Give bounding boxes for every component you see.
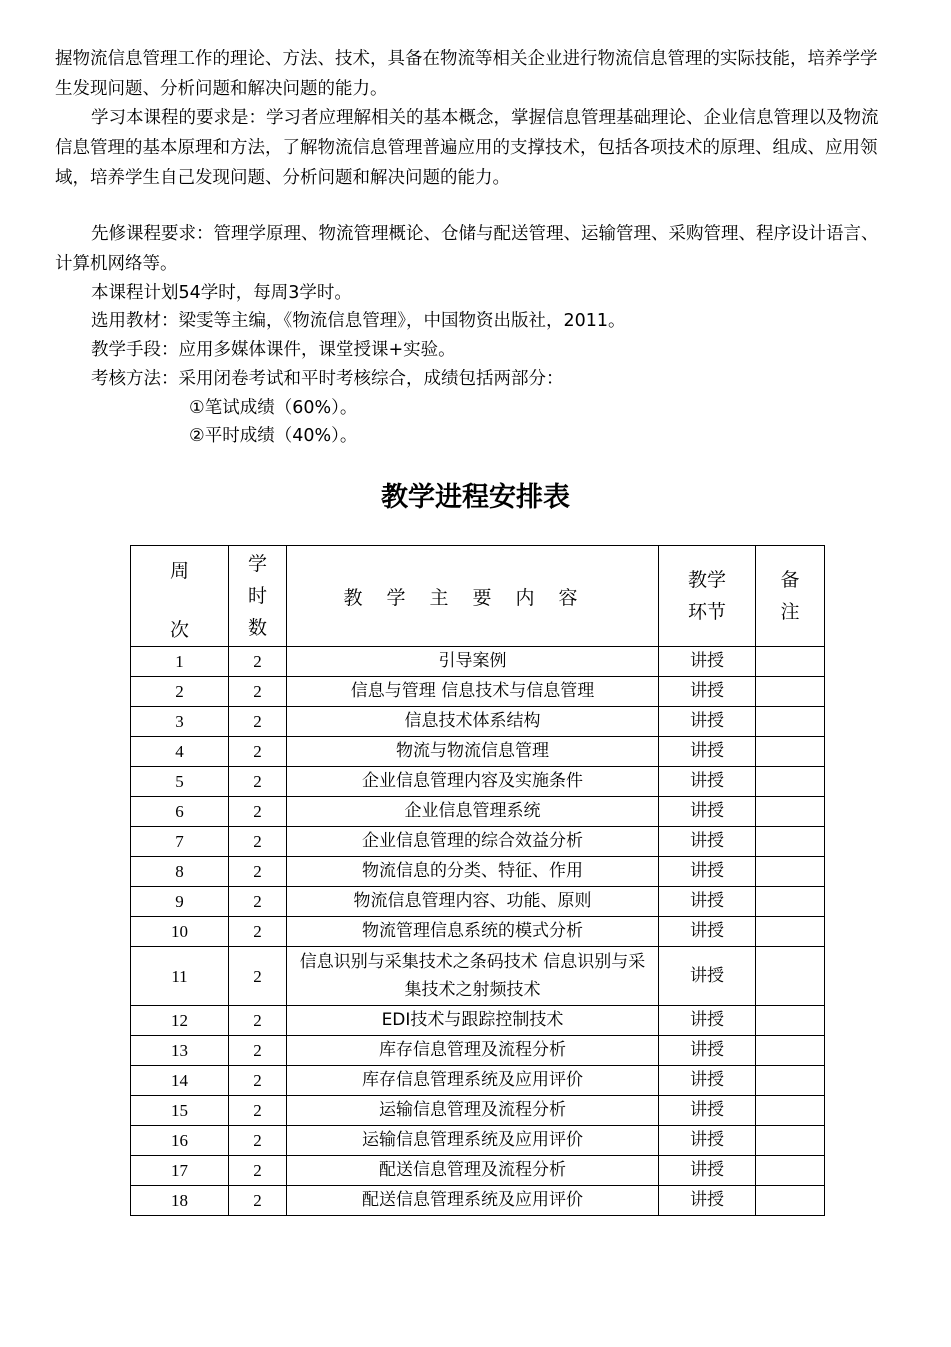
cell-note (756, 827, 825, 857)
cell-week: 1 (131, 647, 229, 677)
cell-week: 16 (131, 1126, 229, 1156)
cell-hours: 2 (229, 1186, 287, 1216)
cell-week: 14 (131, 1066, 229, 1096)
cell-note (756, 1156, 825, 1186)
cell-teaching-env: 讲授 (659, 857, 756, 887)
cell-week: 5 (131, 767, 229, 797)
cell-week: 18 (131, 1186, 229, 1216)
table-row (131, 707, 825, 737)
cell-teaching-env: 讲授 (659, 1156, 756, 1186)
header-notes (756, 546, 825, 647)
intro-paragraph-prerequisites: 先修课程要求：管理学原理、物流管理概论、仓储与配送管理、运输管理、采购管理、程序设计语言、计算机网络等。 (55, 224, 879, 274)
header-week-bottom: 次 (169, 619, 189, 641)
cell-hours: 2 (229, 857, 287, 887)
cell-hours: 2 (229, 947, 287, 1006)
table-row (131, 1126, 825, 1156)
cell-note (756, 1006, 825, 1036)
cell-note (756, 677, 825, 707)
cell-content: 配送信息管理系统及应用评价 (287, 1186, 659, 1216)
cell-hours: 2 (229, 737, 287, 767)
cell-note (756, 737, 825, 767)
course-hours: 本课程计划54学时，每周3学时。 (91, 283, 352, 303)
cell-week: 6 (131, 797, 229, 827)
cell-note (756, 887, 825, 917)
cell-teaching-env: 讲授 (659, 1066, 756, 1096)
header-hours (229, 546, 287, 647)
cell-week: 17 (131, 1156, 229, 1186)
cell-content: 企业信息管理的综合效益分析 (287, 827, 659, 857)
table-row (131, 887, 825, 917)
assessment-item-written: ①笔试成绩（60%）。 (189, 398, 358, 418)
cell-note (756, 647, 825, 677)
intro-paragraph-objective: 握物流信息管理工作的理论、方法、技术，具备在物流等相关企业进行物流信息管理的实际技能，培养学学生发现问题、分析问题和解决问题的能力。 (55, 49, 878, 99)
table-row (131, 917, 825, 947)
cell-week: 12 (131, 1006, 229, 1036)
cell-teaching-env: 讲授 (659, 1126, 756, 1156)
cell-note (756, 1126, 825, 1156)
cell-note (756, 1036, 825, 1066)
schedule-title: 教学进程安排表 (381, 482, 570, 513)
cell-note (756, 947, 825, 1006)
cell-note (756, 767, 825, 797)
table-row (131, 1096, 825, 1126)
cell-note (756, 797, 825, 827)
cell-content: EDI技术与跟踪控制技术 (287, 1006, 659, 1036)
cell-hours: 2 (229, 647, 287, 677)
table-row (131, 647, 825, 677)
cell-week: 7 (131, 827, 229, 857)
cell-content: 物流信息管理内容、功能、原则 (287, 887, 659, 917)
cell-note (756, 1186, 825, 1216)
cell-content: 企业信息管理系统 (287, 797, 659, 827)
table-row (131, 1156, 825, 1186)
cell-hours: 2 (229, 1126, 287, 1156)
cell-week: 3 (131, 707, 229, 737)
cell-note (756, 1066, 825, 1096)
header-teaching-env (659, 546, 756, 647)
cell-week: 15 (131, 1096, 229, 1126)
cell-week: 13 (131, 1036, 229, 1066)
table-row (131, 947, 825, 1006)
cell-teaching-env: 讲授 (659, 767, 756, 797)
cell-teaching-env: 讲授 (659, 917, 756, 947)
cell-teaching-env: 讲授 (659, 647, 756, 677)
cell-teaching-env: 讲授 (659, 1036, 756, 1066)
cell-content: 运输信息管理系统及应用评价 (287, 1126, 659, 1156)
table-row (131, 737, 825, 767)
header-week-top: 周 (169, 560, 189, 582)
cell-week: 4 (131, 737, 229, 767)
cell-hours: 2 (229, 1066, 287, 1096)
header-hours-char-2: 时 (247, 585, 267, 607)
table-row (131, 827, 825, 857)
cell-note (756, 917, 825, 947)
header-week (131, 546, 229, 647)
course-teaching-method: 教学手段：应用多媒体课件，课堂授课+实验。 (91, 340, 456, 360)
table-header-row (131, 546, 825, 647)
cell-content: 库存信息管理及流程分析 (287, 1036, 659, 1066)
cell-hours: 2 (229, 887, 287, 917)
header-env-line-1: 教学 (687, 569, 726, 591)
header-hours-char-3: 数 (247, 617, 267, 639)
cell-content: 运输信息管理及流程分析 (287, 1096, 659, 1126)
cell-content: 库存信息管理系统及应用评价 (287, 1066, 659, 1096)
cell-content: 信息识别与采集技术之条码技术 信息识别与采集技术之射频技术 (287, 947, 659, 1006)
cell-content: 企业信息管理内容及实施条件 (287, 767, 659, 797)
cell-hours: 2 (229, 677, 287, 707)
cell-hours: 2 (229, 827, 287, 857)
cell-week: 11 (131, 947, 229, 1006)
cell-teaching-env: 讲授 (659, 1186, 756, 1216)
header-content: 教学主要内容 (287, 546, 659, 647)
header-hours-char-1: 学 (247, 553, 267, 575)
cell-content: 物流与物流信息管理 (287, 737, 659, 767)
cell-note (756, 857, 825, 887)
cell-hours: 2 (229, 707, 287, 737)
header-notes-char-1: 备 (780, 569, 800, 591)
cell-teaching-env: 讲授 (659, 677, 756, 707)
table-row (131, 1036, 825, 1066)
table-row (131, 767, 825, 797)
cell-teaching-env: 讲授 (659, 797, 756, 827)
cell-content: 配送信息管理及流程分析 (287, 1156, 659, 1186)
table-row (131, 797, 825, 827)
course-assessment: 考核方法：采用闭卷考试和平时考核综合，成绩包括两部分： (91, 369, 564, 389)
cell-teaching-env: 讲授 (659, 947, 756, 1006)
course-textbook: 选用教材：梁雯等主编，《物流信息管理》，中国物资出版社，2011。 (91, 311, 626, 331)
cell-week: 8 (131, 857, 229, 887)
cell-teaching-env: 讲授 (659, 1096, 756, 1126)
cell-hours: 2 (229, 1036, 287, 1066)
assessment-item-regular: ②平时成绩（40%）。 (189, 426, 358, 446)
cell-content: 物流管理信息系统的模式分析 (287, 917, 659, 947)
cell-hours: 2 (229, 767, 287, 797)
table-row (131, 1186, 825, 1216)
cell-teaching-env: 讲授 (659, 827, 756, 857)
cell-hours: 2 (229, 1156, 287, 1186)
cell-teaching-env: 讲授 (659, 1006, 756, 1036)
cell-note (756, 707, 825, 737)
cell-content: 物流信息的分类、特征、作用 (287, 857, 659, 887)
schedule-table (130, 545, 825, 1216)
cell-week: 9 (131, 887, 229, 917)
cell-note (756, 1096, 825, 1126)
table-row (131, 1006, 825, 1036)
cell-content: 信息技术体系结构 (287, 707, 659, 737)
header-env-line-2: 环节 (687, 601, 726, 623)
table-row (131, 857, 825, 887)
table-row (131, 1066, 825, 1096)
cell-hours: 2 (229, 917, 287, 947)
cell-content: 信息与管理 信息技术与信息管理 (287, 677, 659, 707)
cell-content: 引导案例 (287, 647, 659, 677)
cell-hours: 2 (229, 797, 287, 827)
cell-hours: 2 (229, 1096, 287, 1126)
cell-hours: 2 (229, 1006, 287, 1036)
table-row (131, 677, 825, 707)
intro-paragraph-requirements: 学习本课程的要求是：学习者应理解相关的基本概念，掌握信息管理基础理论、企业信息管理以及物流信息管理的基本原理和方法，了解物流信息管理普遍应用的支撑技术，包括各项技术的原理、组成、应用领域，培养学生自己发现问题、分析问题和解决问题的能力。 (55, 108, 879, 188)
cell-teaching-env: 讲授 (659, 737, 756, 767)
cell-teaching-env: 讲授 (659, 887, 756, 917)
header-notes-char-2: 注 (780, 601, 800, 623)
cell-teaching-env: 讲授 (659, 707, 756, 737)
cell-week: 2 (131, 677, 229, 707)
schedule-table-body (131, 647, 825, 1216)
cell-week: 10 (131, 917, 229, 947)
